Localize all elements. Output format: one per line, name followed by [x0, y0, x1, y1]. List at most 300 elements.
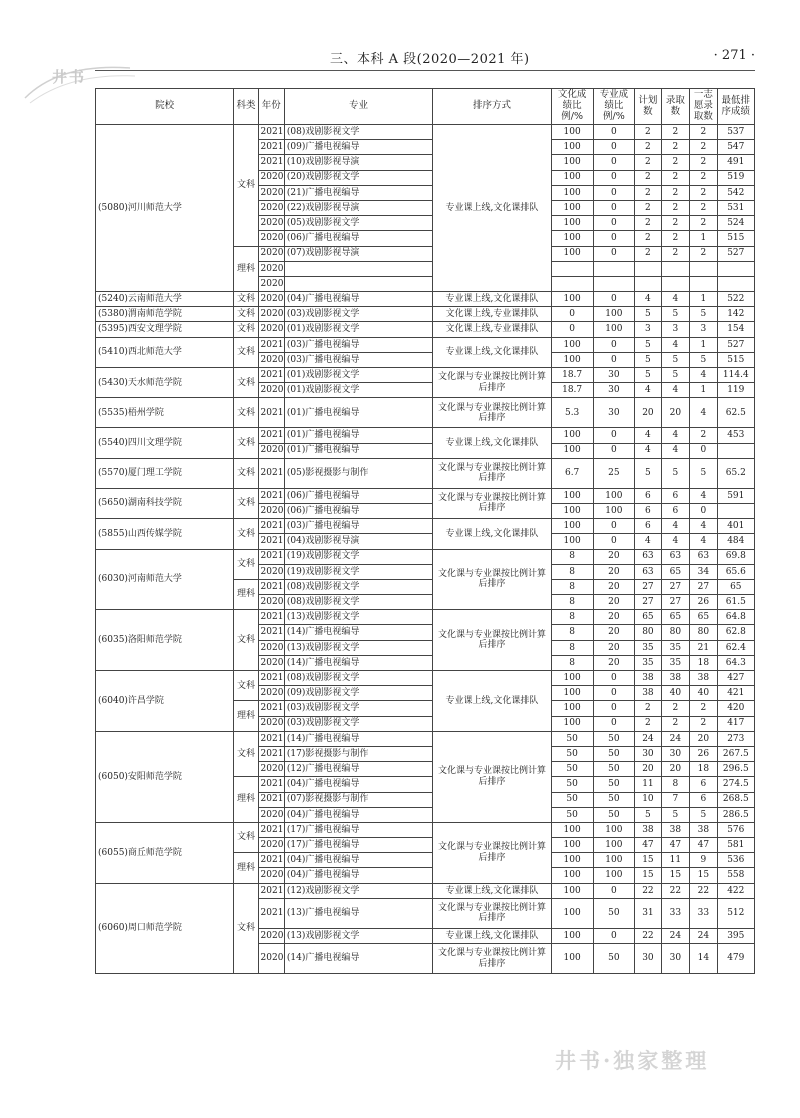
- major-cell: (08)戏剧影视文学: [284, 671, 432, 686]
- first-choice-cell: 4: [690, 488, 717, 503]
- year-cell: 2021: [258, 140, 284, 155]
- method-cell: 文化课与专业课按比例计算后排序: [433, 610, 552, 671]
- first-choice-cell: 38: [690, 671, 717, 686]
- major-cell: (01)戏剧影视文学: [284, 368, 432, 383]
- first-choice-cell: 1: [690, 292, 717, 307]
- plan-cell: 2: [635, 216, 661, 231]
- category-cell: 文科: [234, 307, 258, 322]
- major-cell: (13)戏剧影视文学: [284, 610, 432, 625]
- category-cell: 文科: [234, 883, 258, 973]
- year-cell: 2021: [258, 731, 284, 746]
- major-cell: (12)戏剧影视文学: [284, 883, 432, 898]
- major-cell: (17)广播电视编导: [284, 822, 432, 837]
- min-score-cell: 273: [717, 731, 754, 746]
- admitted-cell: 35: [661, 655, 690, 670]
- table-row: [96, 822, 755, 837]
- year-cell: 2021: [258, 534, 284, 549]
- min-score-cell: [717, 276, 754, 291]
- major-ratio-cell: 50: [593, 746, 635, 761]
- admitted-cell: 33: [661, 898, 690, 928]
- year-cell: 2020: [258, 383, 284, 398]
- major-cell: (13)戏剧影视文学: [284, 928, 432, 943]
- major-cell: (08)戏剧影视文学: [284, 595, 432, 610]
- major-ratio-cell: 0: [593, 246, 635, 261]
- category-cell: 理科: [234, 853, 258, 883]
- plan-cell: [635, 261, 661, 276]
- plan-cell: 3: [635, 322, 661, 337]
- min-score-cell: 591: [717, 488, 754, 503]
- plan-cell: 15: [635, 853, 661, 868]
- school-cell: (6035)洛阳师范学院: [96, 610, 234, 671]
- first-choice-cell: 2: [690, 701, 717, 716]
- min-score-cell: [717, 443, 754, 458]
- first-choice-cell: 34: [690, 564, 717, 579]
- major-ratio-cell: 20: [593, 595, 635, 610]
- plan-cell: 4: [635, 534, 661, 549]
- table-row: [96, 610, 755, 625]
- year-cell: 2021: [258, 671, 284, 686]
- admitted-cell: 2: [661, 216, 690, 231]
- major-ratio-cell: 50: [593, 898, 635, 928]
- admitted-cell: 63: [661, 549, 690, 564]
- plan-cell: 80: [635, 625, 661, 640]
- plan-cell: 27: [635, 579, 661, 594]
- culture-ratio-cell: 100: [551, 701, 593, 716]
- school-cell: (5570)厦门理工学院: [96, 458, 234, 488]
- year-cell: 2020: [258, 762, 284, 777]
- culture-ratio-cell: 100: [551, 200, 593, 215]
- method-cell: 专业课上线,文化课排队: [433, 428, 552, 458]
- first-choice-cell: 5: [690, 307, 717, 322]
- method-cell: 文化课与专业课按比例计算后排序: [433, 398, 552, 428]
- first-choice-cell: 27: [690, 579, 717, 594]
- year-cell: 2021: [258, 488, 284, 503]
- culture-ratio-cell: 18.7: [551, 368, 593, 383]
- year-cell: 2020: [258, 322, 284, 337]
- major-cell: (06)广播电视编导: [284, 488, 432, 503]
- major-cell: (06)广播电视编导: [284, 231, 432, 246]
- year-cell: 2020: [258, 443, 284, 458]
- col-header-min-score: 最低排序成绩: [717, 89, 754, 125]
- year-cell: 2021: [258, 746, 284, 761]
- major-ratio-cell: 0: [593, 140, 635, 155]
- table-row: [96, 368, 755, 383]
- table-row: [96, 398, 755, 428]
- major-cell: (04)广播电视编导: [284, 853, 432, 868]
- min-score-cell: 515: [717, 352, 754, 367]
- plan-cell: 2: [635, 125, 661, 140]
- major-ratio-cell: 20: [593, 625, 635, 640]
- year-cell: 2020: [258, 200, 284, 215]
- year-cell: 2021: [258, 549, 284, 564]
- year-cell: 2020: [258, 185, 284, 200]
- admission-table: [95, 88, 755, 974]
- culture-ratio-cell: 18.7: [551, 383, 593, 398]
- admitted-cell: 47: [661, 838, 690, 853]
- admitted-cell: 22: [661, 883, 690, 898]
- major-ratio-cell: 20: [593, 655, 635, 670]
- method-cell: 文化课与专业课按比例计算后排序: [433, 549, 552, 610]
- page-header: [95, 46, 755, 71]
- first-choice-cell: 0: [690, 503, 717, 518]
- major-cell: (01)戏剧影视文学: [284, 383, 432, 398]
- first-choice-cell: 40: [690, 686, 717, 701]
- first-choice-cell: 47: [690, 838, 717, 853]
- major-ratio-cell: 0: [593, 428, 635, 443]
- admitted-cell: 2: [661, 231, 690, 246]
- col-header-category: 科类: [234, 89, 258, 125]
- year-cell: 2021: [258, 125, 284, 140]
- first-choice-cell: 1: [690, 383, 717, 398]
- min-score-cell: 420: [717, 701, 754, 716]
- col-header-method: 排序方式: [433, 89, 552, 125]
- method-cell: 文化课与专业课按比例计算后排序: [433, 944, 552, 974]
- plan-cell: 6: [635, 488, 661, 503]
- min-score-cell: 527: [717, 246, 754, 261]
- major-cell: (21)广播电视编导: [284, 185, 432, 200]
- first-choice-cell: 2: [690, 428, 717, 443]
- min-score-cell: 62.4: [717, 640, 754, 655]
- category-cell: 文科: [234, 428, 258, 458]
- major-ratio-cell: 0: [593, 716, 635, 731]
- major-ratio-cell: 50: [593, 777, 635, 792]
- year-cell: 2020: [258, 928, 284, 943]
- culture-ratio-cell: 100: [551, 503, 593, 518]
- major-cell: (01)广播电视编导: [284, 428, 432, 443]
- school-cell: (6040)许昌学院: [96, 671, 234, 732]
- major-cell: (22)戏剧影视导演: [284, 200, 432, 215]
- year-cell: 2020: [258, 640, 284, 655]
- school-cell: (5430)天水师范学院: [96, 368, 234, 398]
- culture-ratio-cell: 100: [551, 822, 593, 837]
- major-cell: (04)广播电视编导: [284, 777, 432, 792]
- major-ratio-cell: 30: [593, 368, 635, 383]
- admitted-cell: 30: [661, 746, 690, 761]
- plan-cell: 6: [635, 503, 661, 518]
- year-cell: 2021: [258, 155, 284, 170]
- year-cell: 2021: [258, 883, 284, 898]
- year-cell: 2021: [258, 398, 284, 428]
- culture-ratio-cell: 100: [551, 853, 593, 868]
- year-cell: 2020: [258, 276, 284, 291]
- major-ratio-cell: 30: [593, 383, 635, 398]
- major-ratio-cell: 0: [593, 443, 635, 458]
- culture-ratio-cell: 100: [551, 216, 593, 231]
- admitted-cell: 27: [661, 595, 690, 610]
- admitted-cell: 5: [661, 458, 690, 488]
- min-score-cell: 395: [717, 928, 754, 943]
- min-score-cell: 64.3: [717, 655, 754, 670]
- major-ratio-cell: 0: [593, 337, 635, 352]
- category-cell: 理科: [234, 701, 258, 731]
- min-score-cell: [717, 261, 754, 276]
- min-score-cell: 286.5: [717, 807, 754, 822]
- method-cell: 专业课上线,文化课排队: [433, 519, 552, 549]
- admitted-cell: 27: [661, 579, 690, 594]
- admitted-cell: 65: [661, 610, 690, 625]
- plan-cell: 4: [635, 428, 661, 443]
- major-cell: (05)影视摄影与制作: [284, 458, 432, 488]
- major-cell: (01)广播电视编导: [284, 443, 432, 458]
- first-choice-cell: 21: [690, 640, 717, 655]
- min-score-cell: 61.5: [717, 595, 754, 610]
- plan-cell: 20: [635, 398, 661, 428]
- first-choice-cell: 1: [690, 337, 717, 352]
- major-ratio-cell: 20: [593, 610, 635, 625]
- culture-ratio-cell: 8: [551, 595, 593, 610]
- year-cell: 2020: [258, 838, 284, 853]
- min-score-cell: 65: [717, 579, 754, 594]
- category-cell: 文科: [234, 822, 258, 852]
- first-choice-cell: 5: [690, 352, 717, 367]
- method-cell: 文化课与专业课按比例计算后排序: [433, 368, 552, 398]
- first-choice-cell: 2: [690, 155, 717, 170]
- admitted-cell: 5: [661, 368, 690, 383]
- table-header-row: [96, 89, 755, 125]
- min-score-cell: 576: [717, 822, 754, 837]
- table-row: [96, 428, 755, 443]
- admitted-cell: 40: [661, 686, 690, 701]
- category-cell: 文科: [234, 549, 258, 579]
- admitted-cell: 15: [661, 868, 690, 883]
- first-choice-cell: 80: [690, 625, 717, 640]
- table-row: [96, 519, 755, 534]
- min-score-cell: 401: [717, 519, 754, 534]
- culture-ratio-cell: 100: [551, 292, 593, 307]
- col-header-school: 院校: [96, 89, 234, 125]
- year-cell: 2021: [258, 701, 284, 716]
- culture-ratio-cell: 100: [551, 534, 593, 549]
- major-cell: (13)广播电视编导: [284, 898, 432, 928]
- year-cell: 2020: [258, 216, 284, 231]
- year-cell: 2020: [258, 352, 284, 367]
- major-cell: (10)戏剧影视导演: [284, 155, 432, 170]
- min-score-cell: 531: [717, 200, 754, 215]
- plan-cell: 63: [635, 549, 661, 564]
- major-cell: (05)戏剧影视文学: [284, 216, 432, 231]
- method-cell: 文化课与专业课按比例计算后排序: [433, 822, 552, 883]
- major-ratio-cell: 100: [593, 322, 635, 337]
- first-choice-cell: 3: [690, 322, 717, 337]
- admitted-cell: 8: [661, 777, 690, 792]
- min-score-cell: 536: [717, 853, 754, 868]
- method-cell: 文化课上线,专业课排队: [433, 322, 552, 337]
- culture-ratio-cell: 6.7: [551, 458, 593, 488]
- major-cell: (13)戏剧影视文学: [284, 640, 432, 655]
- culture-ratio-cell: 50: [551, 762, 593, 777]
- first-choice-cell: 2: [690, 716, 717, 731]
- school-cell: (5080)河川师范大学: [96, 125, 234, 292]
- method-cell: 专业课上线,文化课排队: [433, 671, 552, 732]
- min-score-cell: 524: [717, 216, 754, 231]
- culture-ratio-cell: 8: [551, 625, 593, 640]
- major-ratio-cell: [593, 261, 635, 276]
- first-choice-cell: 14: [690, 944, 717, 974]
- major-cell: (07)戏剧影视导演: [284, 246, 432, 261]
- method-cell: 文化课与专业课按比例计算后排序: [433, 488, 552, 518]
- table-body: [96, 125, 755, 974]
- admitted-cell: 80: [661, 625, 690, 640]
- first-choice-cell: 2: [690, 125, 717, 140]
- major-ratio-cell: 0: [593, 231, 635, 246]
- plan-cell: 38: [635, 671, 661, 686]
- table-row: [96, 883, 755, 898]
- year-cell: 2020: [258, 686, 284, 701]
- min-score-cell: 547: [717, 140, 754, 155]
- year-cell: 2020: [258, 292, 284, 307]
- first-choice-cell: 18: [690, 655, 717, 670]
- culture-ratio-cell: 100: [551, 716, 593, 731]
- admitted-cell: 2: [661, 125, 690, 140]
- admitted-cell: 24: [661, 928, 690, 943]
- culture-ratio-cell: 100: [551, 170, 593, 185]
- major-ratio-cell: 0: [593, 200, 635, 215]
- major-ratio-cell: 50: [593, 792, 635, 807]
- major-ratio-cell: 50: [593, 762, 635, 777]
- year-cell: 2021: [258, 368, 284, 383]
- major-ratio-cell: 0: [593, 125, 635, 140]
- major-ratio-cell: 100: [593, 853, 635, 868]
- category-cell: 文科: [234, 337, 258, 367]
- table-row: [96, 322, 755, 337]
- method-cell: 文化课上线,专业课排队: [433, 307, 552, 322]
- category-cell: 文科: [234, 731, 258, 777]
- plan-cell: 30: [635, 944, 661, 974]
- first-choice-cell: 38: [690, 822, 717, 837]
- admitted-cell: 5: [661, 307, 690, 322]
- major-cell: (01)广播电视编导: [284, 398, 432, 428]
- major-ratio-cell: 100: [593, 503, 635, 518]
- min-score-cell: 427: [717, 671, 754, 686]
- major-ratio-cell: 0: [593, 216, 635, 231]
- admitted-cell: 2: [661, 185, 690, 200]
- table-row: [96, 488, 755, 503]
- admitted-cell: 4: [661, 428, 690, 443]
- first-choice-cell: 65: [690, 610, 717, 625]
- year-cell: 2021: [258, 853, 284, 868]
- year-cell: 2021: [258, 458, 284, 488]
- first-choice-cell: 6: [690, 792, 717, 807]
- major-cell: (03)广播电视编导: [284, 337, 432, 352]
- method-cell: 专业课上线,文化课排队: [433, 337, 552, 367]
- first-choice-cell: 4: [690, 368, 717, 383]
- admitted-cell: 2: [661, 200, 690, 215]
- admitted-cell: 2: [661, 170, 690, 185]
- major-cell: (14)广播电视编导: [284, 944, 432, 974]
- admitted-cell: 4: [661, 383, 690, 398]
- major-ratio-cell: 0: [593, 534, 635, 549]
- major-cell: (06)广播电视编导: [284, 503, 432, 518]
- min-score-cell: 527: [717, 337, 754, 352]
- min-score-cell: [717, 503, 754, 518]
- category-cell: 文科: [234, 488, 258, 518]
- category-cell: 文科: [234, 368, 258, 398]
- major-cell: (04)戏剧影视导演: [284, 534, 432, 549]
- min-score-cell: 484: [717, 534, 754, 549]
- admitted-cell: 2: [661, 716, 690, 731]
- major-cell: (19)戏剧影视文学: [284, 564, 432, 579]
- admitted-cell: [661, 276, 690, 291]
- min-score-cell: 65.2: [717, 458, 754, 488]
- culture-ratio-cell: 100: [551, 352, 593, 367]
- year-cell: 2020: [258, 231, 284, 246]
- major-ratio-cell: 20: [593, 564, 635, 579]
- year-cell: 2020: [258, 944, 284, 974]
- admitted-cell: 65: [661, 564, 690, 579]
- culture-ratio-cell: 8: [551, 640, 593, 655]
- admitted-cell: 2: [661, 155, 690, 170]
- col-header-major: 专业: [284, 89, 432, 125]
- plan-cell: [635, 276, 661, 291]
- year-cell: 2021: [258, 337, 284, 352]
- table-row: [96, 731, 755, 746]
- major-ratio-cell: 30: [593, 398, 635, 428]
- plan-cell: 2: [635, 716, 661, 731]
- admitted-cell: 6: [661, 488, 690, 503]
- plan-cell: 20: [635, 762, 661, 777]
- year-cell: 2021: [258, 792, 284, 807]
- culture-ratio-cell: 50: [551, 792, 593, 807]
- admitted-cell: 38: [661, 822, 690, 837]
- min-score-cell: 114.4: [717, 368, 754, 383]
- school-cell: (6060)周口师范学院: [96, 883, 234, 973]
- culture-ratio-cell: 100: [551, 428, 593, 443]
- culture-ratio-cell: 100: [551, 231, 593, 246]
- plan-cell: 4: [635, 383, 661, 398]
- category-cell: 文科: [234, 610, 258, 671]
- min-score-cell: 296.5: [717, 762, 754, 777]
- plan-cell: 2: [635, 170, 661, 185]
- first-choice-cell: 2: [690, 246, 717, 261]
- major-cell: (03)广播电视编导: [284, 352, 432, 367]
- major-ratio-cell: 0: [593, 519, 635, 534]
- plan-cell: 2: [635, 200, 661, 215]
- admitted-cell: 4: [661, 519, 690, 534]
- culture-ratio-cell: 100: [551, 185, 593, 200]
- col-header-year: 年份: [258, 89, 284, 125]
- major-ratio-cell: [593, 276, 635, 291]
- major-cell: (17)影视摄影与制作: [284, 746, 432, 761]
- category-cell: 文科: [234, 292, 258, 307]
- major-ratio-cell: 0: [593, 170, 635, 185]
- category-cell: 理科: [234, 246, 258, 292]
- major-ratio-cell: 100: [593, 822, 635, 837]
- first-choice-cell: [690, 261, 717, 276]
- culture-ratio-cell: 100: [551, 838, 593, 853]
- year-cell: 2020: [258, 564, 284, 579]
- major-cell: (01)戏剧影视文学: [284, 322, 432, 337]
- major-cell: (04)广播电视编导: [284, 292, 432, 307]
- year-cell: 2020: [258, 716, 284, 731]
- school-cell: (6050)安阳师范学院: [96, 731, 234, 822]
- major-cell: (09)戏剧影视文学: [284, 686, 432, 701]
- table-row: [96, 549, 755, 564]
- plan-cell: 5: [635, 352, 661, 367]
- admitted-cell: 5: [661, 807, 690, 822]
- min-score-cell: 417: [717, 716, 754, 731]
- school-cell: (5855)山西传媒学院: [96, 519, 234, 549]
- culture-ratio-cell: 100: [551, 246, 593, 261]
- major-cell: (08)戏剧影视文学: [284, 579, 432, 594]
- major-cell: (17)广播电视编导: [284, 838, 432, 853]
- culture-ratio-cell: 8: [551, 610, 593, 625]
- major-cell: (03)戏剧影视文学: [284, 307, 432, 322]
- major-ratio-cell: 100: [593, 488, 635, 503]
- min-score-cell: 537: [717, 125, 754, 140]
- first-choice-cell: 26: [690, 595, 717, 610]
- culture-ratio-cell: [551, 276, 593, 291]
- plan-cell: 5: [635, 337, 661, 352]
